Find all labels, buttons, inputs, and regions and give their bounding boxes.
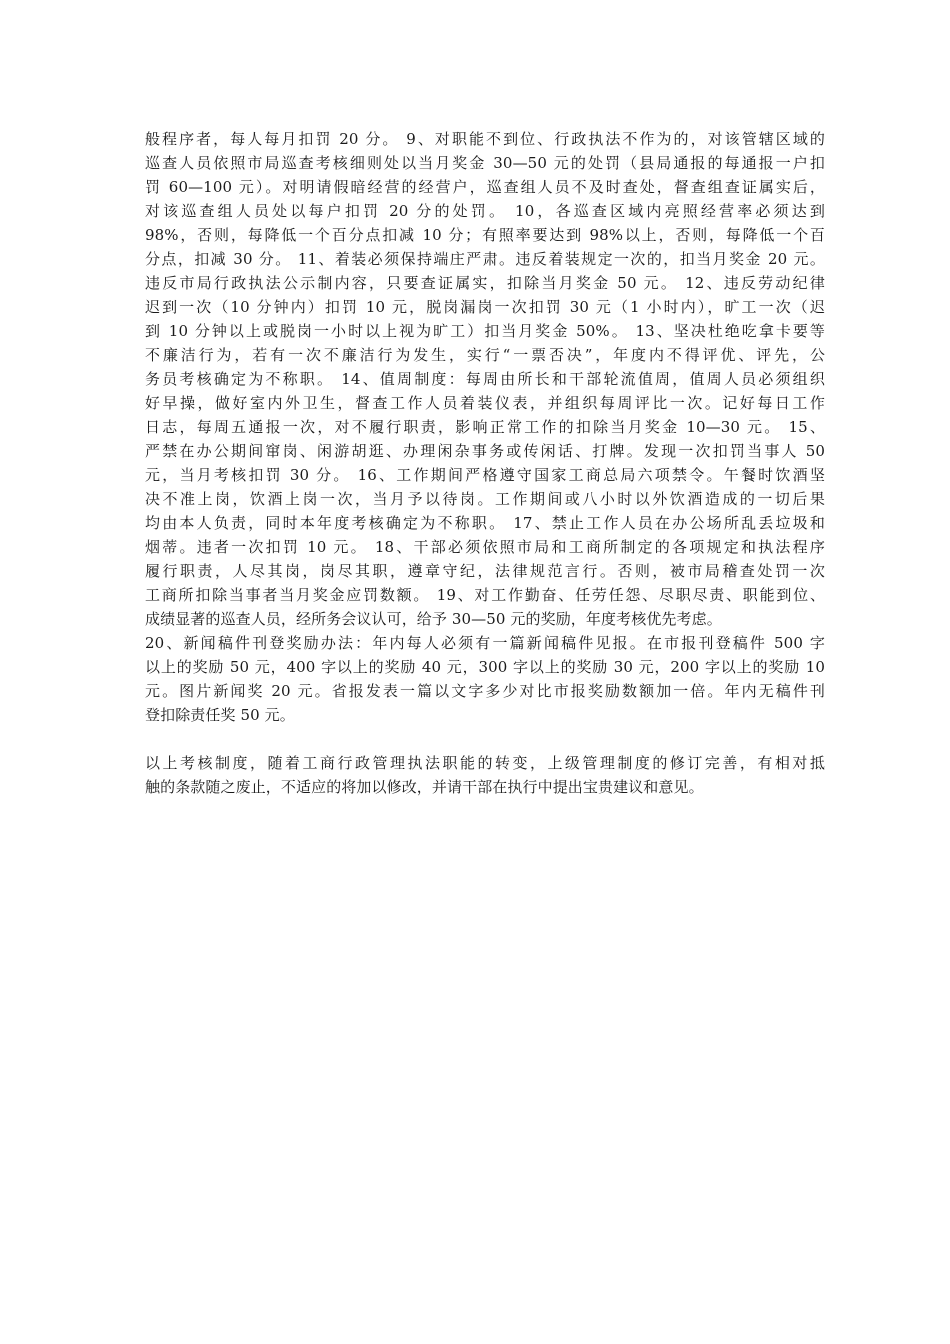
text-line: 工商所扣除当事者当月奖金应罚数额。 19、对工作勤奋、任劳任怨、尽职尽责、职能到位、 <box>145 586 825 604</box>
text-line: 登扣除责任奖 50 元。 <box>145 706 295 724</box>
text-line: 履行职责，人尽其岗，岗尽其职，遵章守纪，法律规范言行。否则，被市局稽查处罚一次 <box>145 562 825 580</box>
text-line: 烟蒂。违者一次扣罚 10 元。 18、干部必须依照市局和工商所制定的各项规定和执法程序 <box>145 538 825 556</box>
paragraph-closing <box>145 751 825 799</box>
text-line: 以上考核制度，随着工商行政管理执法职能的转变，上级管理制度的修订完善，有相对抵 <box>145 754 825 772</box>
text-line: 触的条款随之废止，不适应的将加以修改，并请干部在执行中提出宝贵建议和意见。 <box>145 778 704 796</box>
text-line: 成绩显著的巡查人员，经所务会议认可，给予 30—50 元的奖励，年度考核优先考虑。 <box>145 610 722 628</box>
text-line: 对该巡查组人员处以每户扣罚 20 分的处罚。 10，各巡查区域内亮照经营率必须达到 <box>145 202 825 220</box>
paragraph-spacer <box>145 727 825 751</box>
text-line: 日志，每周五通报一次，对不履行职责，影响正常工作的扣除当月奖金 10—30 元。 15、 <box>145 418 825 436</box>
document-body <box>145 127 825 799</box>
text-line: 严禁在办公期间窜岗、闲游胡逛、办理闲杂事务或传闲话、打牌。发现一次扣罚当事人 50 <box>145 442 825 460</box>
text-line: 元。图片新闻奖 20 元。省报发表一篇以文字多少对比市报奖励数额加一倍。年内无稿件刊 <box>145 682 825 700</box>
text-line: 均由本人负责，同时本年度考核确定为不称职。 17、禁止工作人员在办公场所乱丢垃圾和 <box>145 514 825 532</box>
text-line: 分点，扣减 30 分。 11、着装必须保持端庄严肃。违反着装规定一次的，扣当月奖金 20 元。 <box>145 250 825 268</box>
text-line: 巡查人员依照市局巡查考核细则处以当月奖金 30—50 元的处罚（县局通报的每通报一户扣 <box>145 154 825 172</box>
paragraph-rules <box>145 127 825 727</box>
text-line: 好早操，做好室内外卫生，督查工作人员着装仪表，并组织每周评比一次。记好每日工作 <box>145 394 825 412</box>
text-line: 到 10 分钟以上或脱岗一小时以上视为旷工）扣当月奖金 50%。 13、坚决杜绝吃拿卡要等 <box>145 322 825 340</box>
text-line: 务员考核确定为不称职。 14、值周制度：每周由所长和干部轮流值周，值周人员必须组织 <box>145 370 825 388</box>
text-line: 般程序者，每人每月扣罚 20 分。 9、对职能不到位、行政执法不作为的，对该管辖区域的 <box>145 130 825 148</box>
text-line: 元，当月考核扣罚 30 分。 16、工作期间严格遵守国家工商总局六项禁令。午餐时饮酒坚 <box>145 466 825 484</box>
text-line: 罚 60—100 元）。对明请假暗经营的经营户，巡查组人员不及时查处，督查组查证属实后， <box>145 178 825 196</box>
text-line: 迟到一次（10 分钟内）扣罚 10 元，脱岗漏岗一次扣罚 30 元（1 小时内），旷工一次（迟 <box>145 298 825 316</box>
text-line: 以上的奖励 50 元，400 字以上的奖励 40 元，300 字以上的奖励 30 元，200 字以上的奖励 10 <box>145 658 825 676</box>
text-line: 决不准上岗，饮酒上岗一次，当月予以待岗。工作期间或八小时以外饮酒造成的一切后果 <box>145 490 825 508</box>
text-line: 98%，否则，每降低一个百分点扣减 10 分；有照率要达到 98%以上，否则，每降低一个百 <box>145 226 825 244</box>
text-line: 20、新闻稿件刊登奖励办法：年内每人必须有一篇新闻稿件见报。在市报刊登稿件 500 字 <box>145 634 825 652</box>
text-line: 违反市局行政执法公示制内容，只要查证属实，扣除当月奖金 50 元。 12、违反劳动纪律 <box>145 274 825 292</box>
text-line: 不廉洁行为，若有一次不廉洁行为发生，实行“一票否决”，年度内不得评优、评先，公 <box>145 346 825 364</box>
